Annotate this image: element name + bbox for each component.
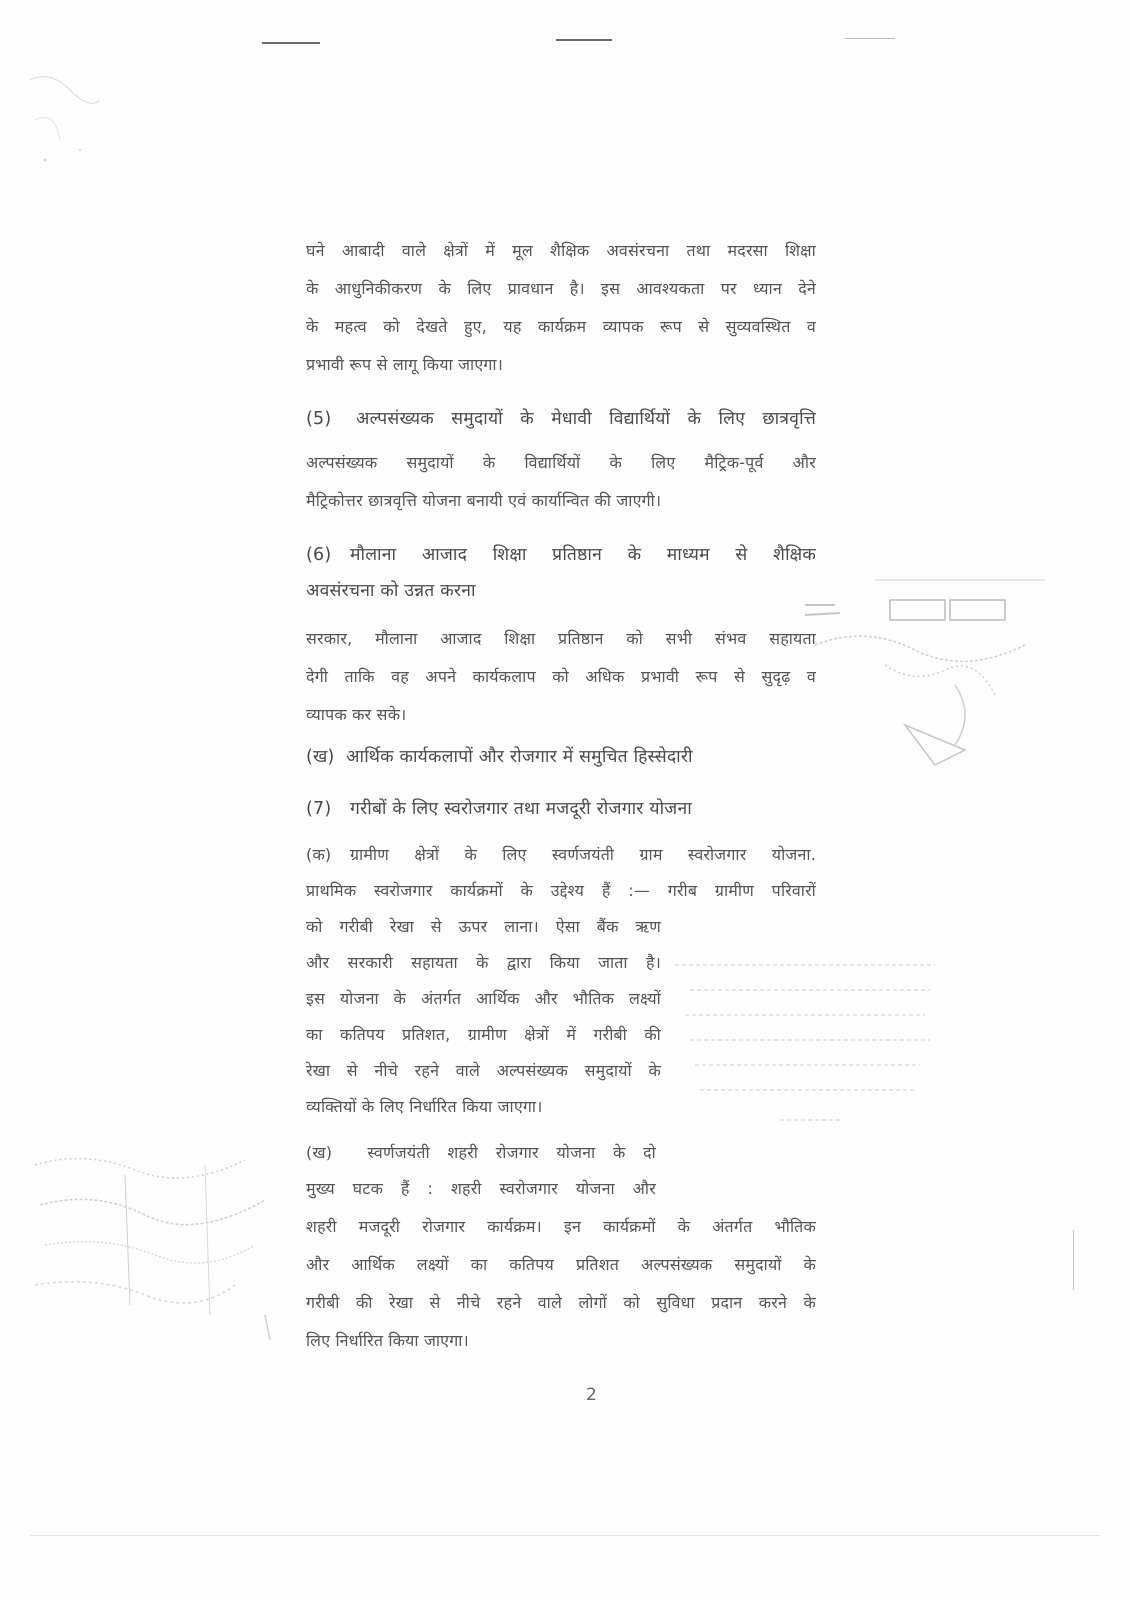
body-line: शहरी मजदूरी रोजगार कार्यक्रम। इन कार्यक्रमों के अंतर्गत भौतिक (306, 1217, 816, 1236)
bleed-through-block (670, 955, 940, 1145)
top-rule-right (845, 38, 895, 39)
body-line: का कतिपय प्रतिशत, ग्रामीण क्षेत्रों में गरीबी की (306, 1025, 661, 1044)
body-line: प्राथमिक स्वरोजगार कार्यक्रमों के उद्देश्य हैं :— गरीब ग्रामीण परिवारों (306, 881, 816, 900)
section-heading-text: मौलाना आजाद शिक्षा प्रतिष्ठान के माध्यम से शैक्षिक (350, 545, 816, 565)
body-line: मुख्य घटक हैं : शहरी स्वरोजगार योजना और (306, 1179, 656, 1198)
body-line: के आधुनिकीकरण के लिए प्रावधान है। इस आवश्यकता पर ध्यान देने (306, 279, 816, 298)
section-heading (306, 408, 816, 430)
body-line: सरकार, मौलाना आजाद शिक्षा प्रतिष्ठान को सभी संभव सहायता (306, 629, 816, 648)
body-line: अल्पसंख्यक समुदायों के विद्यार्थियों के लिए मैट्रिक-पूर्व और (306, 453, 816, 472)
scan-smudge-right-stamp (795, 575, 1055, 775)
subsection-heading-text: ग्रामीण क्षेत्रों के लिए स्वर्णजयंती ग्राम स्वरोजगार योजना. (350, 845, 816, 864)
scan-smudge-top-left (20, 60, 110, 180)
section-heading-continued: अवसंरचना को उन्नत करना (306, 581, 476, 601)
body-line: गरीबी की रेखा से नीचे रहने वाले लोगों को सुविधा प्रदान करने के (306, 1293, 816, 1312)
body-line: को गरीबी रेखा से ऊपर लाना। ऐसा बैंक ऋण (306, 917, 661, 936)
body-line: रेखा से नीचे रहने वाले अल्पसंख्यक समुदायों के (306, 1061, 661, 1080)
section-heading-text: अल्पसंख्यक समुदायों के मेधावी विद्यार्थियों के लिए छात्रवृत्ति (356, 409, 816, 429)
body-line: व्यापक कर सके। (306, 705, 407, 724)
margin-mark-right (1073, 1230, 1074, 1290)
section-heading (306, 544, 816, 566)
part-heading (306, 746, 693, 768)
page-number: 2 (586, 1385, 597, 1405)
section-number: (6) (306, 545, 332, 565)
section-number: (5) (306, 409, 332, 429)
scan-smudge-bottom-left (25, 1145, 285, 1345)
section-heading-text: गरीबों के लिए स्वरोजगार तथा मजदूरी रोजगार योजना (350, 799, 692, 819)
body-line: घने आबादी वाले क्षेत्रों में मूल शैक्षिक अवसंरचना तथा मदरसा शिक्षा (306, 241, 816, 260)
section-heading (306, 798, 692, 820)
top-rule-center (556, 39, 612, 41)
part-heading-text: आर्थिक कार्यकलापों और रोजगार में समुचित हिस्सेदारी (346, 747, 693, 767)
subsection-heading (306, 844, 816, 866)
body-line: लिए निर्धारित किया जाएगा। (306, 1331, 469, 1350)
section-number: (7) (306, 799, 332, 819)
body-line: प्रभावी रूप से लागू किया जाएगा। (306, 355, 504, 374)
body-line: और सरकारी सहायता के द्वारा किया जाता है। (306, 953, 661, 972)
body-line: और आर्थिक लक्ष्यों का कतिपय प्रतिशत अल्पसंख्यक समुदायों के (306, 1255, 816, 1274)
bottom-scan-line (30, 1535, 1100, 1536)
subsection-line (306, 1142, 656, 1164)
top-rule-left (262, 42, 320, 44)
subsection-number: (क) (306, 845, 332, 864)
body-text: स्वर्णजयंती शहरी रोजगार योजना के दो (367, 1143, 656, 1162)
body-line: व्यक्तियों के लिए निर्धारित किया जाएगा। (306, 1097, 543, 1116)
body-line: के महत्व को देखते हुए, यह कार्यक्रम व्यापक रूप से सुव्यवस्थित व (306, 317, 816, 336)
body-line: देगी ताकि वह अपने कार्यकलाप को अधिक प्रभावी रूप से सुदृढ़ व (306, 667, 816, 686)
body-line: मैट्रिकोत्तर छात्रवृत्ति योजना बनायी एवं कार्यान्वित की जाएगी। (306, 491, 662, 510)
body-line: इस योजना के अंतर्गत आर्थिक और भौतिक लक्ष्यों (306, 989, 661, 1008)
part-number: (ख) (306, 747, 335, 767)
subsection-number: (ख) (306, 1143, 333, 1162)
